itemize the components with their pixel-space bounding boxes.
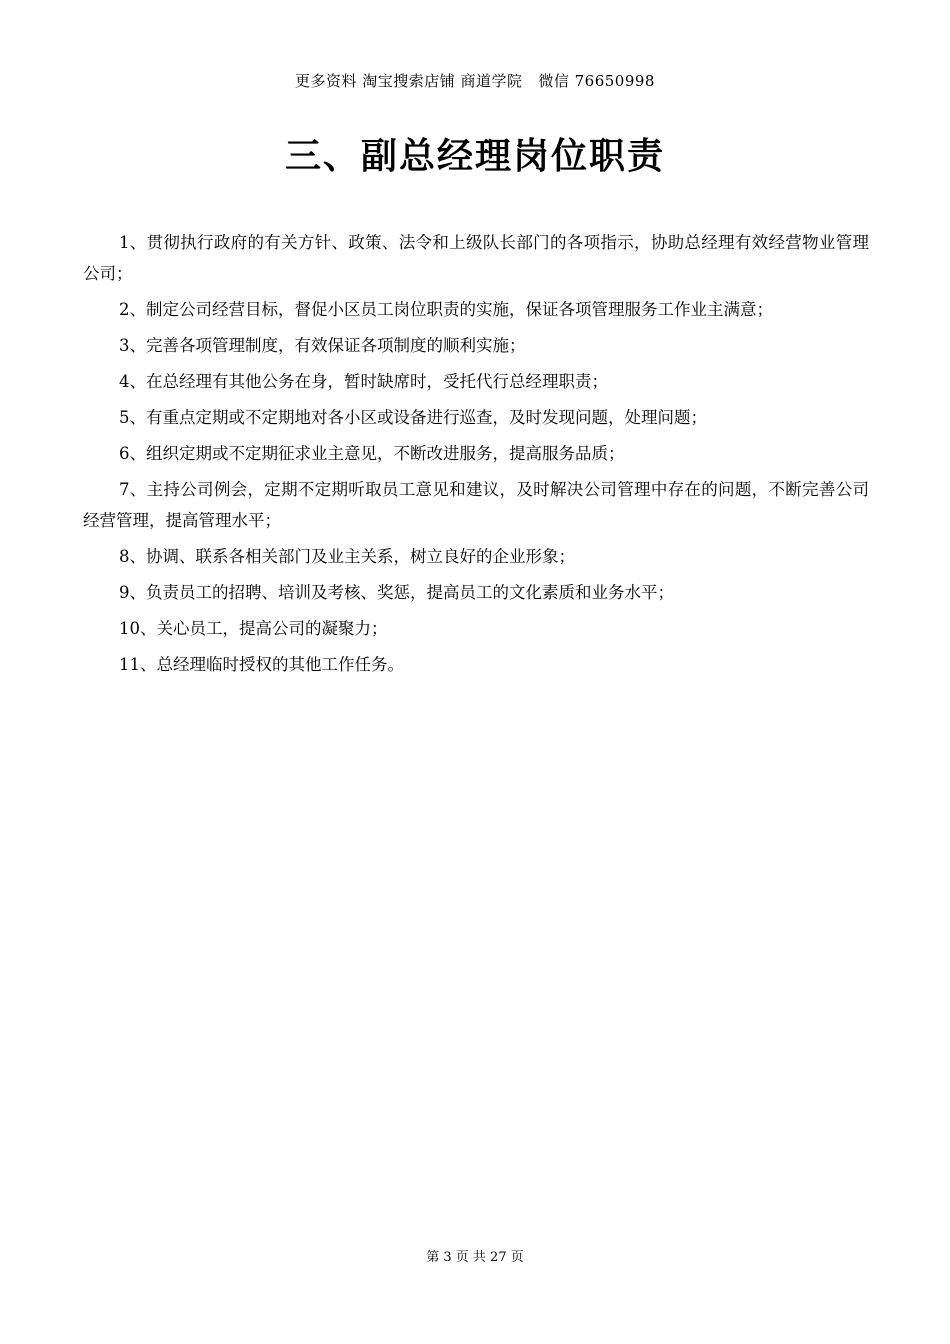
page-footer: 第 3 页 共 27 页 bbox=[426, 1250, 524, 1265]
duty-item: 11、总经理临时授权的其他工作任务。 bbox=[119, 655, 404, 674]
page-header: 更多资料 淘宝搜索店铺 商道学院 微信 76650998 bbox=[295, 72, 655, 90]
duty-item: 3、完善各项管理制度，有效保证各项制度的顺利实施； bbox=[119, 336, 526, 355]
duty-item: 4、在总经理有其他公务在身，暂时缺席时，受托代行总经理职责； bbox=[119, 372, 608, 391]
duty-item: 1、贯彻执行政府的有关方针、政策、法令和上级队长部门的各项指示，协助总经理有效经营物业管理公司； bbox=[83, 233, 869, 283]
duty-item: 7、主持公司例会，定期不定期听取员工意见和建议，及时解决公司管理中存在的问题，不断完善公司经营管理，提高管理水平； bbox=[83, 480, 869, 530]
duty-item: 10、关心员工，提高公司的凝聚力； bbox=[119, 619, 388, 638]
page-title: 三、副总经理岗位职责 bbox=[284, 136, 665, 177]
duty-item: 5、有重点定期或不定期地对各小区或设备进行巡查，及时发现问题，处理问题； bbox=[119, 408, 707, 427]
duty-item: 9、负责员工的招聘、培训及考核、奖惩，提高员工的文化素质和业务水平； bbox=[119, 583, 674, 602]
duty-item: 8、协调、联系各相关部门及业主关系，树立良好的企业形象； bbox=[119, 547, 575, 566]
duty-item: 6、组织定期或不定期征求业主意见，不断改进服务，提高服务品质； bbox=[119, 444, 625, 463]
duty-item: 2、制定公司经营目标，督促小区员工岗位职责的实施，保证各项管理服务工作业主满意； bbox=[119, 300, 773, 319]
duty-list bbox=[83, 227, 869, 685]
